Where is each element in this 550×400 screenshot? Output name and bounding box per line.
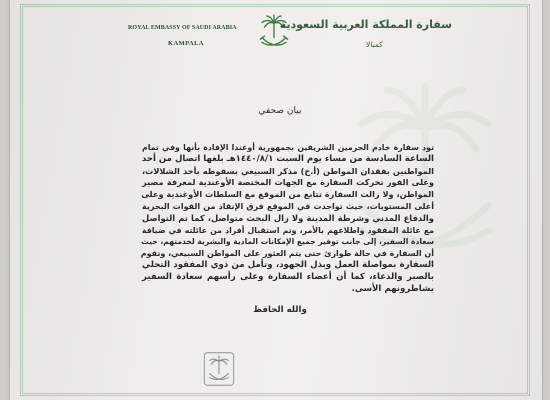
body-line: تود سفارة خادم الحرمين الشريفين بجمهورية أوغندا الإفادة بأنها وفي تمام (142, 143, 434, 152)
body-line: يشاطرونهم الأسى. (351, 283, 434, 294)
document-closing: والله الحافظ (253, 305, 307, 315)
body-line: أعلى المستويات، حيث تواجدت في الموقع فرق الإنقاذ من القوات البحرية (142, 201, 434, 211)
letterhead-arabic-name: سفارة المملكة العربية السعودية (279, 18, 452, 31)
document-title: بيان صحفي (258, 106, 302, 116)
embassy-seal-icon (203, 352, 235, 386)
body-line: أن السفارة في حالة طوارئ حتى يتم العثور على المواطن السبيعي، وتقوم (140, 249, 434, 259)
letterhead-english-city: KAMPALA (168, 40, 204, 47)
letterhead-arabic-city: كمبالا (366, 40, 383, 49)
body-line: المواطنين بفقدان المواطن (أ.خ) مذكر السبيعي بسقوطه بأحد الشلالات، (142, 165, 434, 176)
body-line: سعادة السفير، إلى جانب توفير جميع الإمكانات المادية والبشرية لخدمتهم، حيث (141, 237, 434, 247)
body-line: والدفاع المدني وشرطة المدينة ولا زال البحث متواصل، كما تم التواصل (142, 212, 434, 223)
body-line: وعلى الفور تحركت السفارة مع الجهات المختصة الأوغندية لمعرفة مصير (142, 177, 434, 188)
document-page (10, 0, 542, 400)
document-body (142, 142, 434, 295)
body-line: السفارة بمواصلة العمل وبذل الجهود، وتأمل من ذوي المفقود التحلي (142, 259, 434, 270)
body-line: بالصبر والدعاء، كما أن أعضاء السفارة وعلى رأسهم سعادة السفير (142, 271, 434, 282)
body-line: المواطن، ولا زالت السفارة تتابع من الموقع مع السلطات الأوغندية وعلى (141, 189, 434, 200)
body-line: الساعة السادسة من مساء يوم السبت ١٤٤٠/٨/١هـ بلغها اتصال من أحد (141, 153, 434, 164)
letterhead-english-name: ROYAL EMBASSY OF SAUDI ARABIA (128, 25, 237, 31)
body-line: مع عائلة المفقود واطلاعهم بالأمر، وتم استقبال أفراد من عائلته في ضيافة (142, 225, 434, 235)
